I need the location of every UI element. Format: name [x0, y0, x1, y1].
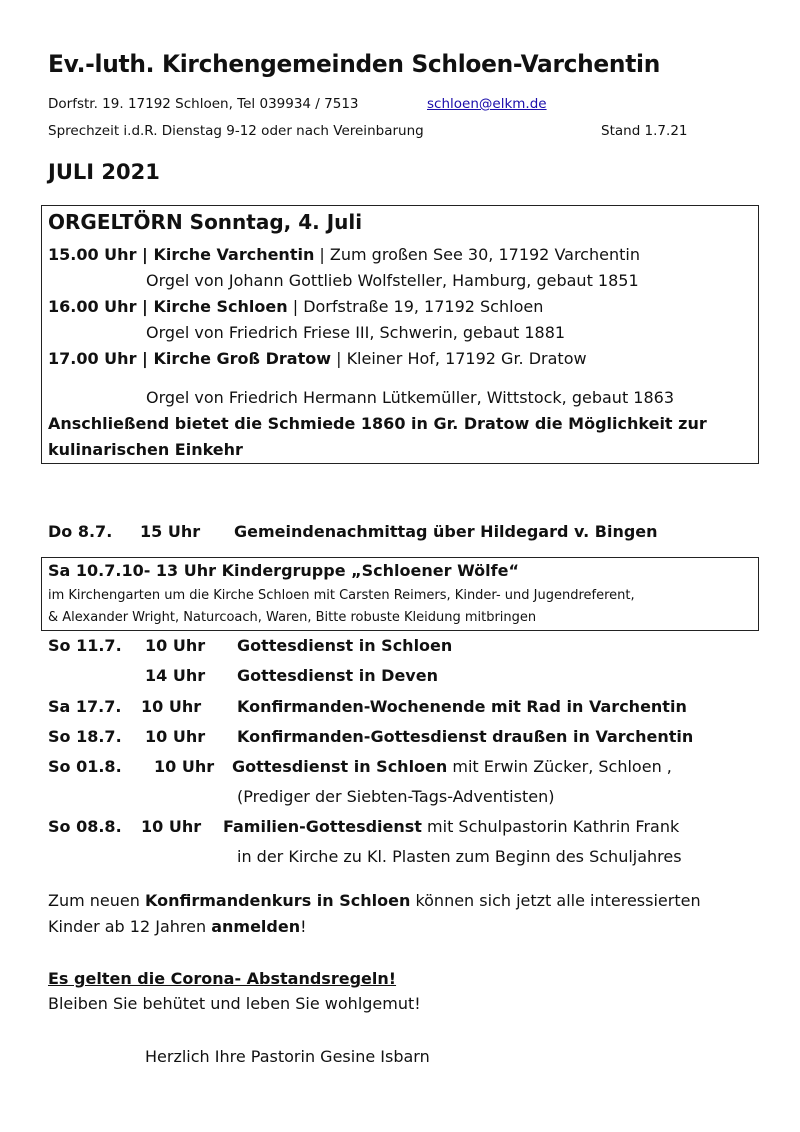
- event-row: [48, 727, 693, 746]
- event-date: So 08.8.: [48, 817, 122, 836]
- stop-organ: Orgel von Friedrich Hermann Lütkemüller, Wittstock, gebaut 1863: [146, 388, 675, 407]
- kids-headline: Sa 10.7.10- 13 Uhr Kindergruppe „Schloener Wölfe“: [48, 561, 519, 580]
- notice-text: Zum neuen: [48, 891, 145, 910]
- event-title: Familien-Gottesdienst: [223, 817, 422, 836]
- page-title: Ev.-luth. Kirchengemeinden Schloen-Varchentin: [48, 50, 661, 78]
- office-hours: Sprechzeit i.d.R. Dienstag 9-12 oder nach Vereinbarung: [48, 123, 424, 139]
- confirmation-notice: [48, 917, 307, 936]
- event-details: mit Schulpastorin Kathrin Frank: [421, 817, 680, 836]
- notice-text: können sich jetzt alle interessierten: [410, 891, 701, 910]
- orgeltoern-stop: [48, 297, 543, 316]
- kids-line: & Alexander Wright, Naturcoach, Waren, Bitte robuste Kleidung mitbringen: [48, 610, 537, 625]
- event-title: Gottesdienst in Deven: [237, 666, 438, 685]
- event-row: [48, 522, 658, 541]
- event-time: 10 Uhr: [145, 636, 206, 655]
- month-heading: JULI 2021: [48, 160, 160, 184]
- event-time: 10 Uhr: [145, 727, 206, 746]
- blessing: Bleiben Sie behütet und leben Sie wohlgemut!: [48, 994, 421, 1013]
- orgeltoern-heading: ORGELTÖRN Sonntag, 4. Juli: [48, 210, 363, 234]
- confirmation-notice: [48, 891, 701, 910]
- stop-address: | Kleiner Hof, 17192 Gr. Dratow: [331, 349, 587, 368]
- event-title: Konfirmanden-Gottesdienst draußen in Varchentin: [237, 727, 694, 746]
- event-date: So 18.7.: [48, 727, 122, 746]
- stop-organ: Orgel von Johann Gottlieb Wolfsteller, Hamburg, gebaut 1851: [146, 271, 639, 290]
- event-row: [48, 757, 672, 776]
- stop-time-church: 16.00 Uhr | Kirche Schloen: [48, 297, 288, 316]
- corona-notice: Es gelten die Corona- Abstandsregeln!: [48, 969, 397, 988]
- event-date: Do 8.7.: [48, 522, 113, 541]
- stop-address: | Dorfstraße 19, 17192 Schloen: [287, 297, 544, 316]
- event-details-line: (Prediger der Siebten-Tags-Adventisten): [237, 787, 555, 806]
- event-details-line: in der Kirche zu Kl. Plasten zum Beginn des Schuljahres: [237, 847, 682, 866]
- address: Dorfstr. 19. 17192 Schloen, Tel 039934 / 7513: [48, 96, 359, 112]
- event-date: So 11.7.: [48, 636, 122, 655]
- notice-emphasis: Konfirmandenkurs in Schloen: [144, 891, 411, 910]
- notice-text: !: [300, 917, 307, 936]
- event-row: [48, 817, 679, 836]
- kids-line: im Kirchengarten um die Kirche Schloen mit Carsten Reimers, Kinder- und Jugendreferent,: [48, 588, 635, 603]
- orgeltoern-stop: [48, 349, 587, 368]
- event-time: 15 Uhr: [140, 522, 201, 541]
- email-link[interactable]: schloen@elkm.de: [427, 96, 547, 112]
- event-row: [48, 697, 687, 716]
- status-date: Stand 1.7.21: [601, 123, 688, 139]
- stop-organ: Orgel von Friedrich Friese III, Schwerin, gebaut 1881: [146, 323, 566, 342]
- event-time: 10 Uhr: [141, 697, 202, 716]
- closing-line: kulinarischen Einkehr: [48, 440, 243, 459]
- notice-text: Kinder ab 12 Jahren: [48, 917, 212, 936]
- stop-address: | Zum großen See 30, 17192 Varchentin: [314, 245, 640, 264]
- notice-emphasis: anmelden: [211, 917, 301, 936]
- event-row: [48, 666, 438, 685]
- event-title: Gottesdienst in Schloen: [237, 636, 453, 655]
- stop-time-church: 17.00 Uhr | Kirche Groß Dratow: [48, 349, 331, 368]
- event-title: Gemeindenachmittag über Hildegard v. Bingen: [234, 522, 658, 541]
- event-row: [48, 636, 452, 655]
- event-time: 10 Uhr: [141, 817, 202, 836]
- closing-line: Anschließend bietet die Schmiede 1860 in Gr. Dratow die Möglichkeit zur: [48, 414, 707, 433]
- event-date: Sa 17.7.: [48, 697, 122, 716]
- event-date: So 01.8.: [48, 757, 122, 776]
- event-details: mit Erwin Zücker, Schloen ,: [447, 757, 672, 776]
- event-title: Konfirmanden-Wochenende mit Rad in Varchentin: [237, 697, 687, 716]
- event-title: Gottesdienst in Schloen: [232, 757, 448, 776]
- event-time: 14 Uhr: [145, 666, 206, 685]
- signature: Herzlich Ihre Pastorin Gesine Isbarn: [145, 1047, 430, 1066]
- stop-time-church: 15.00 Uhr | Kirche Varchentin: [48, 245, 315, 264]
- orgeltoern-stop: [48, 245, 640, 264]
- event-time: 10 Uhr: [154, 757, 215, 776]
